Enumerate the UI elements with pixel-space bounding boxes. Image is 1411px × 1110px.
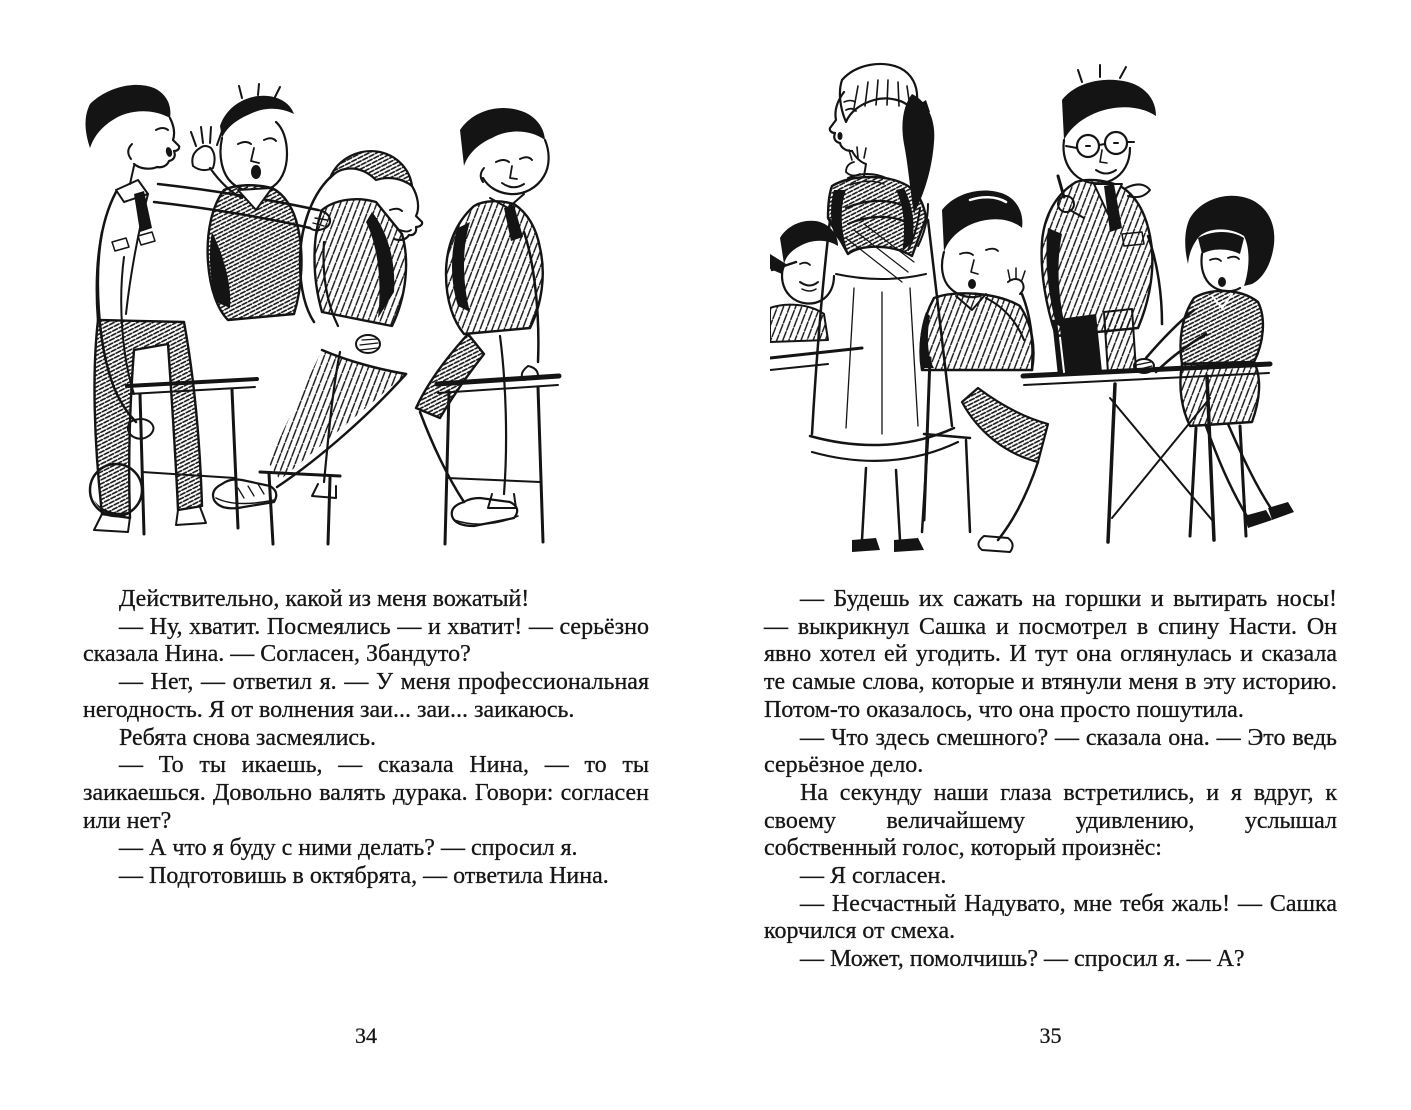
page-number-left: 34	[355, 1023, 377, 1048]
paragraph: — А что я буду с ними делать? — спросил я.	[119, 835, 578, 862]
paragraph: — Я согласен.	[800, 863, 947, 890]
paragraph: — Может, помолчишь? — спросил я. — А?	[800, 946, 1245, 973]
paragraph: — Ну, хватит. Посмеялись — и хватит! — серьёзно сказала Нина. — Согласен, Збандуто?	[83, 613, 649, 668]
paragraph: Ребята снова засмеялись.	[119, 724, 377, 751]
page-right-text	[764, 586, 1337, 974]
paragraph: — Что здесь смешного? — сказала она. — Это ведь серьёзное дело.	[764, 724, 1337, 779]
paragraph: — То ты икаешь, — сказала Нина, — то ты заикаешься. Довольно валять дурака. Говори: согласен или нет?	[83, 752, 649, 834]
page-number-right: 35	[1039, 1023, 1062, 1048]
page-left-text	[83, 586, 649, 891]
paragraph: Действительно, какой из меня вожатый!	[119, 586, 530, 612]
paragraph: — Будешь их сажать на горшки и вытирать носы! — выкрикнул Сашка и посмотрел в спину Насти. Он явно хотел ей угодить. И тут она оглянулась и сказала те самые слова, которые и втянули меня в эту историю. Потом-то оказалось, что она просто пошутила.	[764, 586, 1337, 723]
illustration-boys-on-desks	[72, 82, 627, 552]
paragraph: — Несчастный Надувато, мне тебя жаль! — Сашка корчился от смеха.	[764, 890, 1337, 945]
paragraph: — Подготовишь в октябрята, — ответила Нина.	[119, 863, 609, 890]
illustration-girl-standing-classroom	[770, 58, 1300, 558]
paragraph: На секунду наши глаза встретились, и я вдруг, к своему величайшему удивлению, услышал собственный голос, который произнёс:	[764, 779, 1337, 862]
paragraph: — Нет, — ответил я. — У меня профессиональная негодность. Я от волнения заи... заи... заикаюсь.	[83, 669, 649, 723]
